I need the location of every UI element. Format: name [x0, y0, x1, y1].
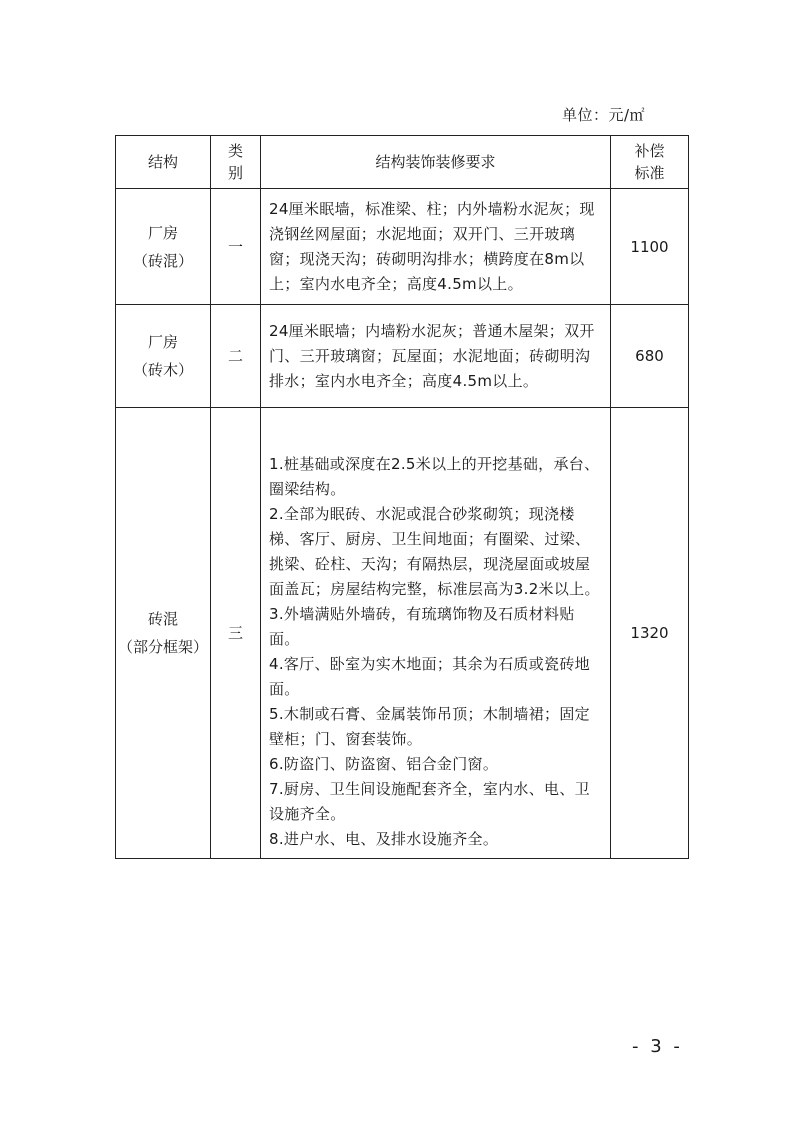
requirement-item: 7.厨房、卫生间设施配套齐全，室内水、电、卫设施齐全。 — [269, 780, 590, 823]
header-category-line1: 类 — [227, 142, 243, 160]
row-standard: 680 — [611, 305, 689, 408]
row-structure-line2: （砖混） — [132, 251, 193, 270]
row-standard: 1100 — [611, 189, 689, 305]
row-structure-line1: 厂房 — [147, 333, 178, 351]
row-category: 三 — [211, 408, 261, 859]
requirement-item: 3.外墙满贴外墙砖，有琉璃饰物及石质材料贴面。 — [269, 605, 575, 648]
compensation-table — [115, 135, 689, 859]
requirement-item: 6.防盗门、防盗窗、铝合金门窗。 — [269, 755, 499, 773]
header-standard — [611, 136, 689, 189]
requirement-item: 2.全部为眠砖、水泥或混合砂浆砌筑；现浇楼梯、客厅、厨房、卫生间地面；有圈梁、过梁、挑梁、砼柱、天沟；有隔热层，现浇屋面或坡屋面盖瓦；房屋结构完整，标准层高为3.2米以上。 — [269, 505, 600, 598]
row-structure — [116, 189, 211, 305]
row-requirements: 24厘米眠墙；内墙粉水泥灰；普通木屋架；双开门、三开玻璃窗；瓦屋面；水泥地面；砖砌明沟排水；室内水电齐全；高度4.5m以上。 — [261, 305, 611, 408]
row-category: 一 — [211, 189, 261, 305]
row-structure — [116, 305, 211, 408]
header-structure: 结构 — [116, 136, 211, 189]
requirement-item: 5.木制或石膏、金属装饰吊顶；木制墙裙；固定壁柜；门、窗套装饰。 — [269, 705, 590, 748]
row-category: 二 — [211, 305, 261, 408]
table-row — [116, 189, 689, 305]
row-structure-line2: （部分框架） — [117, 638, 208, 656]
page-number: - 3 - — [632, 1036, 683, 1057]
table-row — [116, 408, 689, 859]
table-header-row — [116, 136, 689, 189]
header-standard-line2: 标准 — [634, 164, 665, 182]
header-category-line2: 别 — [227, 164, 243, 182]
row-structure — [116, 408, 211, 859]
row-structure-line1: 砖混 — [147, 610, 178, 628]
row-requirements — [261, 408, 611, 859]
requirement-item: 8.进户水、电、及排水设施齐全。 — [269, 830, 499, 848]
header-category — [211, 136, 261, 189]
row-structure-line1: 厂房 — [147, 223, 178, 242]
header-standard-line1: 补偿 — [634, 142, 665, 160]
table-row — [116, 305, 689, 408]
header-requirements: 结构装饰装修要求 — [261, 136, 611, 189]
row-standard: 1320 — [611, 408, 689, 859]
unit-label: 单位：元/㎡ — [562, 106, 646, 124]
row-structure-line2: （砖木） — [132, 361, 193, 379]
requirement-item: 1.桩基础或深度在2.5米以上的开挖基础，承台、圈梁结构。 — [269, 455, 600, 498]
requirement-item: 4.客厅、卧室为实木地面；其余为石质或瓷砖地面。 — [269, 655, 590, 698]
row-requirements: 24厘米眠墙，标准梁、柱；内外墙粉水泥灰；现浇钢丝网屋面；水泥地面；双开门、三开玻璃窗；现浇天沟；砖砌明沟排水；横跨度在8m以上；室内水电齐全；高度4.5m以上。 — [261, 189, 611, 305]
